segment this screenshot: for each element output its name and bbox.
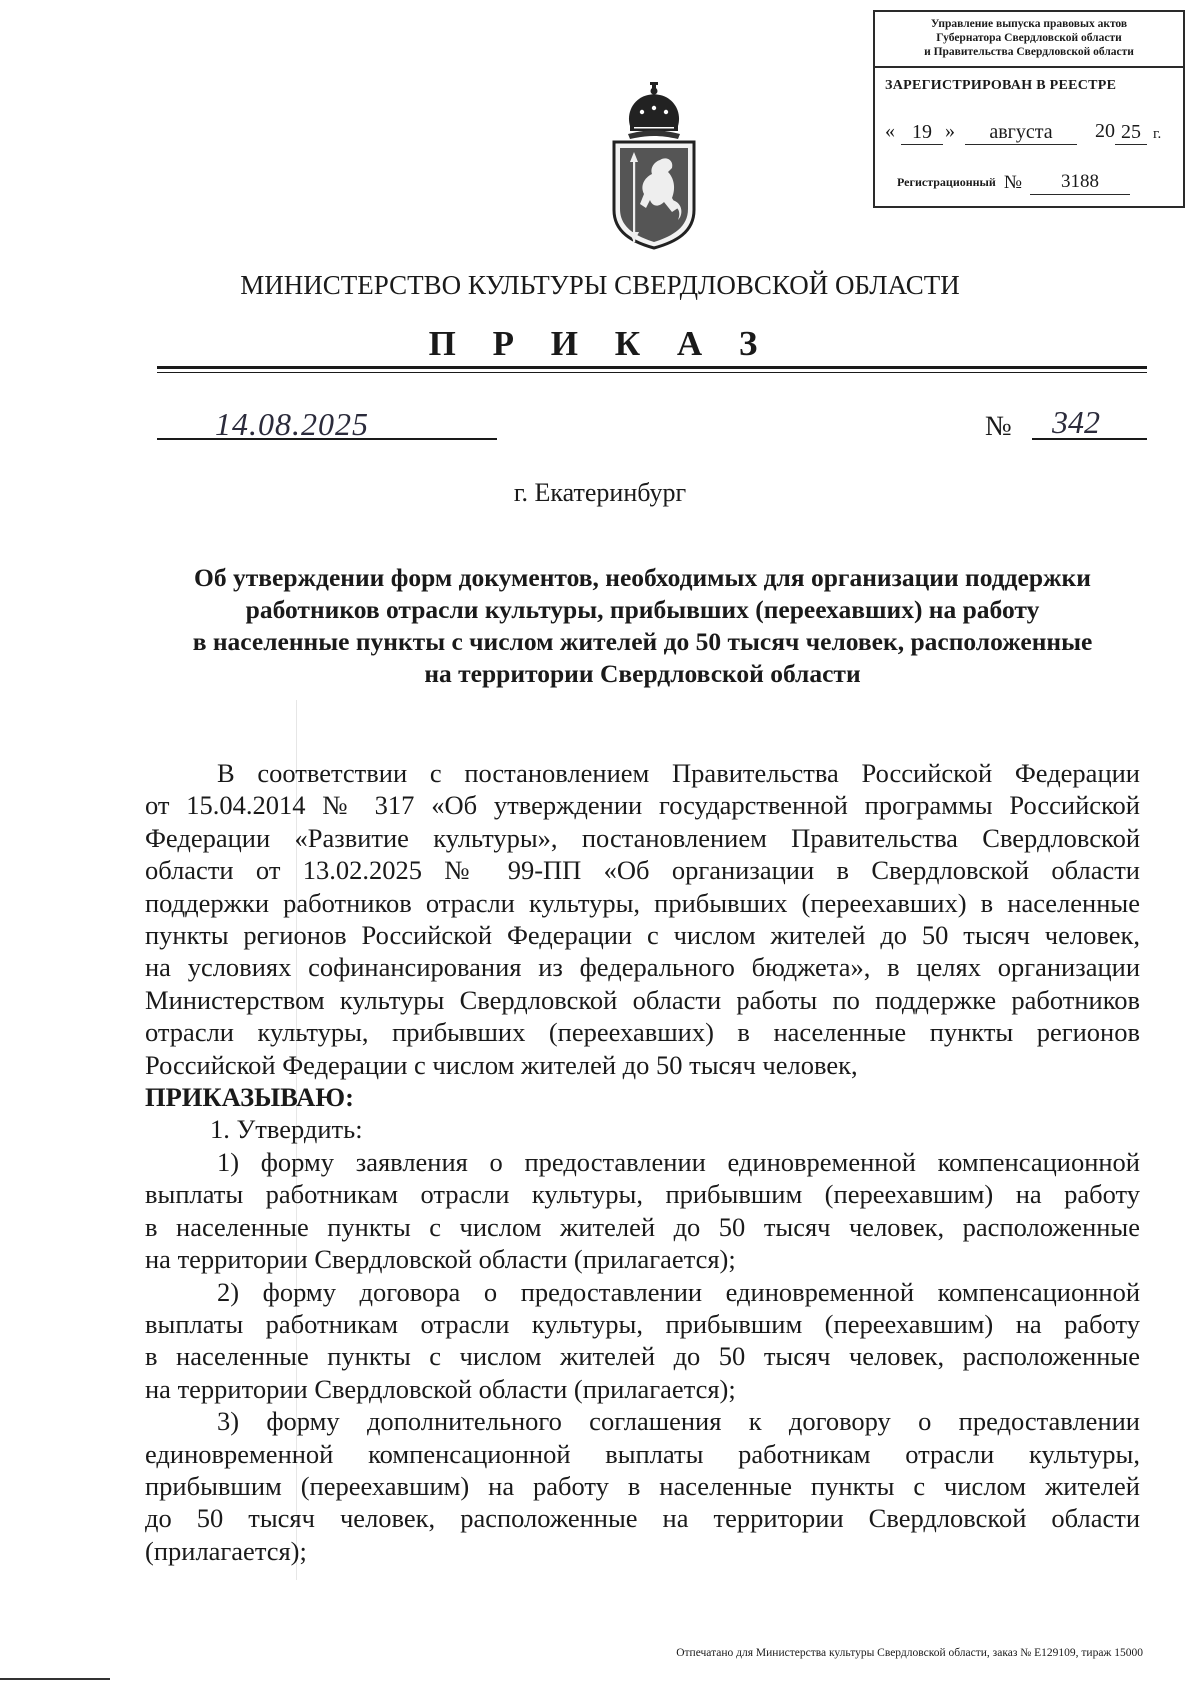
preamble-line: поддержки работников отрасли культуры, прибывших (переехавших) в населенные <box>145 887 1140 918</box>
heading-line: работников отрасли культуры, прибывших (переехавших) на работу <box>245 595 1040 624</box>
subitem-1-line: 1) форму заявления о предоставлении единовременной компенсационной <box>217 1146 1140 1177</box>
document-body <box>145 757 1140 1567</box>
preamble-line: области от 13.02.2025 № 99-ПП «Об организации в Свердловской области <box>145 855 1140 886</box>
subitem-3-line: до 50 тысяч человек, расположенные на территории Свердловской области <box>145 1503 1140 1534</box>
stamp-reg-sign: № <box>1003 171 1022 193</box>
subitem-2-line: 2) форму договора о предоставлении единовременной компенсационной <box>217 1276 1140 1307</box>
stamp-header-line: Губернатора Свердловской области <box>936 32 1122 44</box>
print-footer: Отпечатано для Министерства культуры Свердловской области, заказ № Е129109, тираж 15000 <box>676 1647 1143 1659</box>
subitem-3-line: прибывшим (переехавшим) на работу в населенные пункты с числом жителей <box>145 1470 1140 1501</box>
subitem-1-line: в населенные пункты с числом жителей до 50 тысяч человек, расположенные <box>145 1211 1140 1242</box>
stamp-month: августа <box>965 120 1077 145</box>
stamp-reg-label: Регистрационный <box>897 175 996 189</box>
order-word: ПРИКАЗЫВАЮ: <box>145 1082 354 1113</box>
stamp-date <box>883 120 1179 148</box>
bottom-edge-line <box>0 1678 110 1680</box>
stamp-reg-number: 3188 <box>1030 170 1130 195</box>
heading-line: Об утверждении форм документов, необходимых для организации поддержки <box>194 563 1091 592</box>
ministry-title: МИНИСТЕРСТВО КУЛЬТУРЫ СВЕРДЛОВСКОЙ ОБЛАСТИ <box>240 270 960 300</box>
stamp-day: 19 <box>901 120 943 145</box>
header-rule-thin <box>157 372 1147 373</box>
preamble-line: Министерством культуры Свердловской области работы по поддержке работников <box>145 984 1140 1015</box>
preamble-line: пункты регионов Российской Федерации с числом жителей до 50 тысяч человек, <box>145 920 1140 951</box>
stamp-year-prefix: 20 <box>1095 120 1115 142</box>
subitem-2-line: выплаты работникам отрасли культуры, прибывшим (переехавшим) на работу <box>145 1308 1140 1339</box>
sverdlovsk-coat-of-arms-icon <box>608 82 700 256</box>
order-number: 342 <box>1052 404 1100 440</box>
heading-line: на территории Свердловской области <box>424 659 861 688</box>
preamble-line: отрасли культуры, прибывших (переехавших) в населенные пункты регионов <box>145 1017 1140 1048</box>
stamp-close-quote: » <box>945 120 955 142</box>
subitem-3-line: (прилагается); <box>145 1535 307 1566</box>
order-title: П Р И К А З <box>428 324 772 363</box>
subitem-2-line: в населенные пункты с числом жителей до 50 тысяч человек, расположенные <box>145 1341 1140 1372</box>
subitem-2-line: на территории Свердловской области (прилагается); <box>145 1373 736 1404</box>
preamble-line: от 15.04.2014 № 317 «Об утверждении государственной программы Российской <box>145 790 1140 821</box>
stamp-header <box>875 12 1183 68</box>
subitem-3-line: 3) форму дополнительного соглашения к договору о предоставлении <box>217 1406 1140 1437</box>
header-rule <box>157 366 1147 369</box>
preamble-line: В соответствии с постановлением Правительства Российской Федерации <box>217 758 1140 788</box>
number-sign: № <box>985 411 1012 442</box>
preamble-line: Российской Федерации с числом жителей до 50 тысяч человек, <box>145 1049 858 1080</box>
stamp-year-suffix: 25 <box>1115 120 1147 145</box>
city: г. Екатеринбург <box>513 478 687 507</box>
stamp-open-quote: « <box>885 120 895 142</box>
heading-line: в населенные пункты с числом жителей до 50 тысяч человек, расположенные <box>192 627 1093 656</box>
stamp-year-mark: г. <box>1153 126 1162 142</box>
preamble-line: на условиях софинансирования из федерального бюджета», в целях организации <box>145 952 1140 983</box>
item-1: 1. Утвердить: <box>210 1114 363 1145</box>
subitem-1-line: выплаты работникам отрасли культуры, прибывшим (переехавшим) на работу <box>145 1179 1140 1210</box>
stamp-registered-label: ЗАРЕГИСТРИРОВАН В РЕЕСТРЕ <box>885 78 1117 93</box>
subitem-1-line: на территории Свердловской области (прилагается); <box>145 1244 736 1275</box>
stamp-header-line: и Правительства Свердловской области <box>924 46 1134 58</box>
subitem-3-line: единовременной компенсационной выплаты работникам отрасли культуры, <box>145 1438 1140 1469</box>
order-date: 14.08.2025 <box>215 406 369 442</box>
preamble-line: Федерации «Развитие культуры», постановлением Правительства Свердловской <box>145 822 1140 853</box>
stamp-reg-number-row <box>897 170 1130 200</box>
stamp-header-line: Управление выпуска правовых актов <box>930 18 1128 30</box>
registration-stamp <box>873 10 1185 208</box>
document-heading <box>140 562 1145 690</box>
